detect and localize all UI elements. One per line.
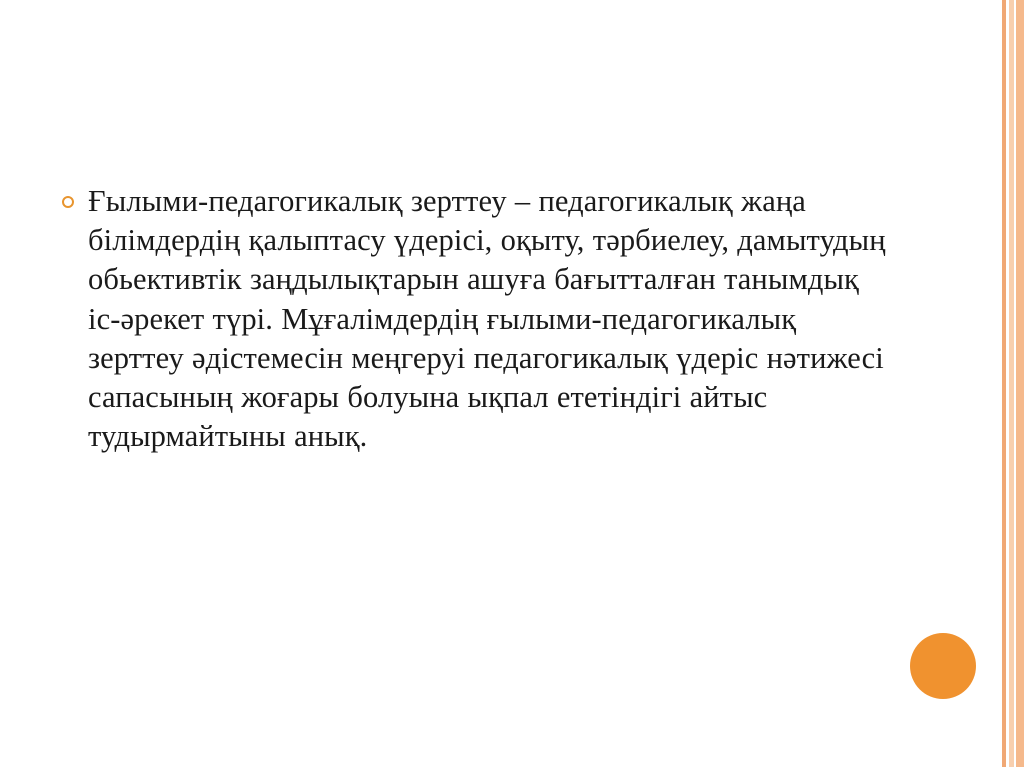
body-paragraph: Ғылыми-педагогикалық зерттеу – педагогикалық жаңа білімдердің қалыптасу үдерісі, оқыту, тәрбиелеу, дамытудың обьективтік заңдылықтарын ашуға бағытталған танымдық іс-әрекет түрі. Мұғалімдердің ғылыми-педагогикалық зерттеу әдістемесін меңгеруі педагогикалық үдеріс нәтижесі сапасының жоғары болуына ықпал ететіндігі айтыс тудырмайтыны анық. bbox=[88, 184, 886, 454]
decorative-circle bbox=[910, 633, 976, 699]
bullet-list-item bbox=[62, 182, 892, 456]
decorative-edge-stripes bbox=[998, 0, 1024, 767]
ring-bullet-shape bbox=[62, 196, 74, 208]
stripe-middle bbox=[1009, 0, 1014, 767]
stripe-inner bbox=[1002, 0, 1006, 767]
slide-content bbox=[62, 182, 892, 456]
ring-bullet-icon bbox=[62, 182, 88, 208]
stripe-outer bbox=[1016, 0, 1024, 767]
